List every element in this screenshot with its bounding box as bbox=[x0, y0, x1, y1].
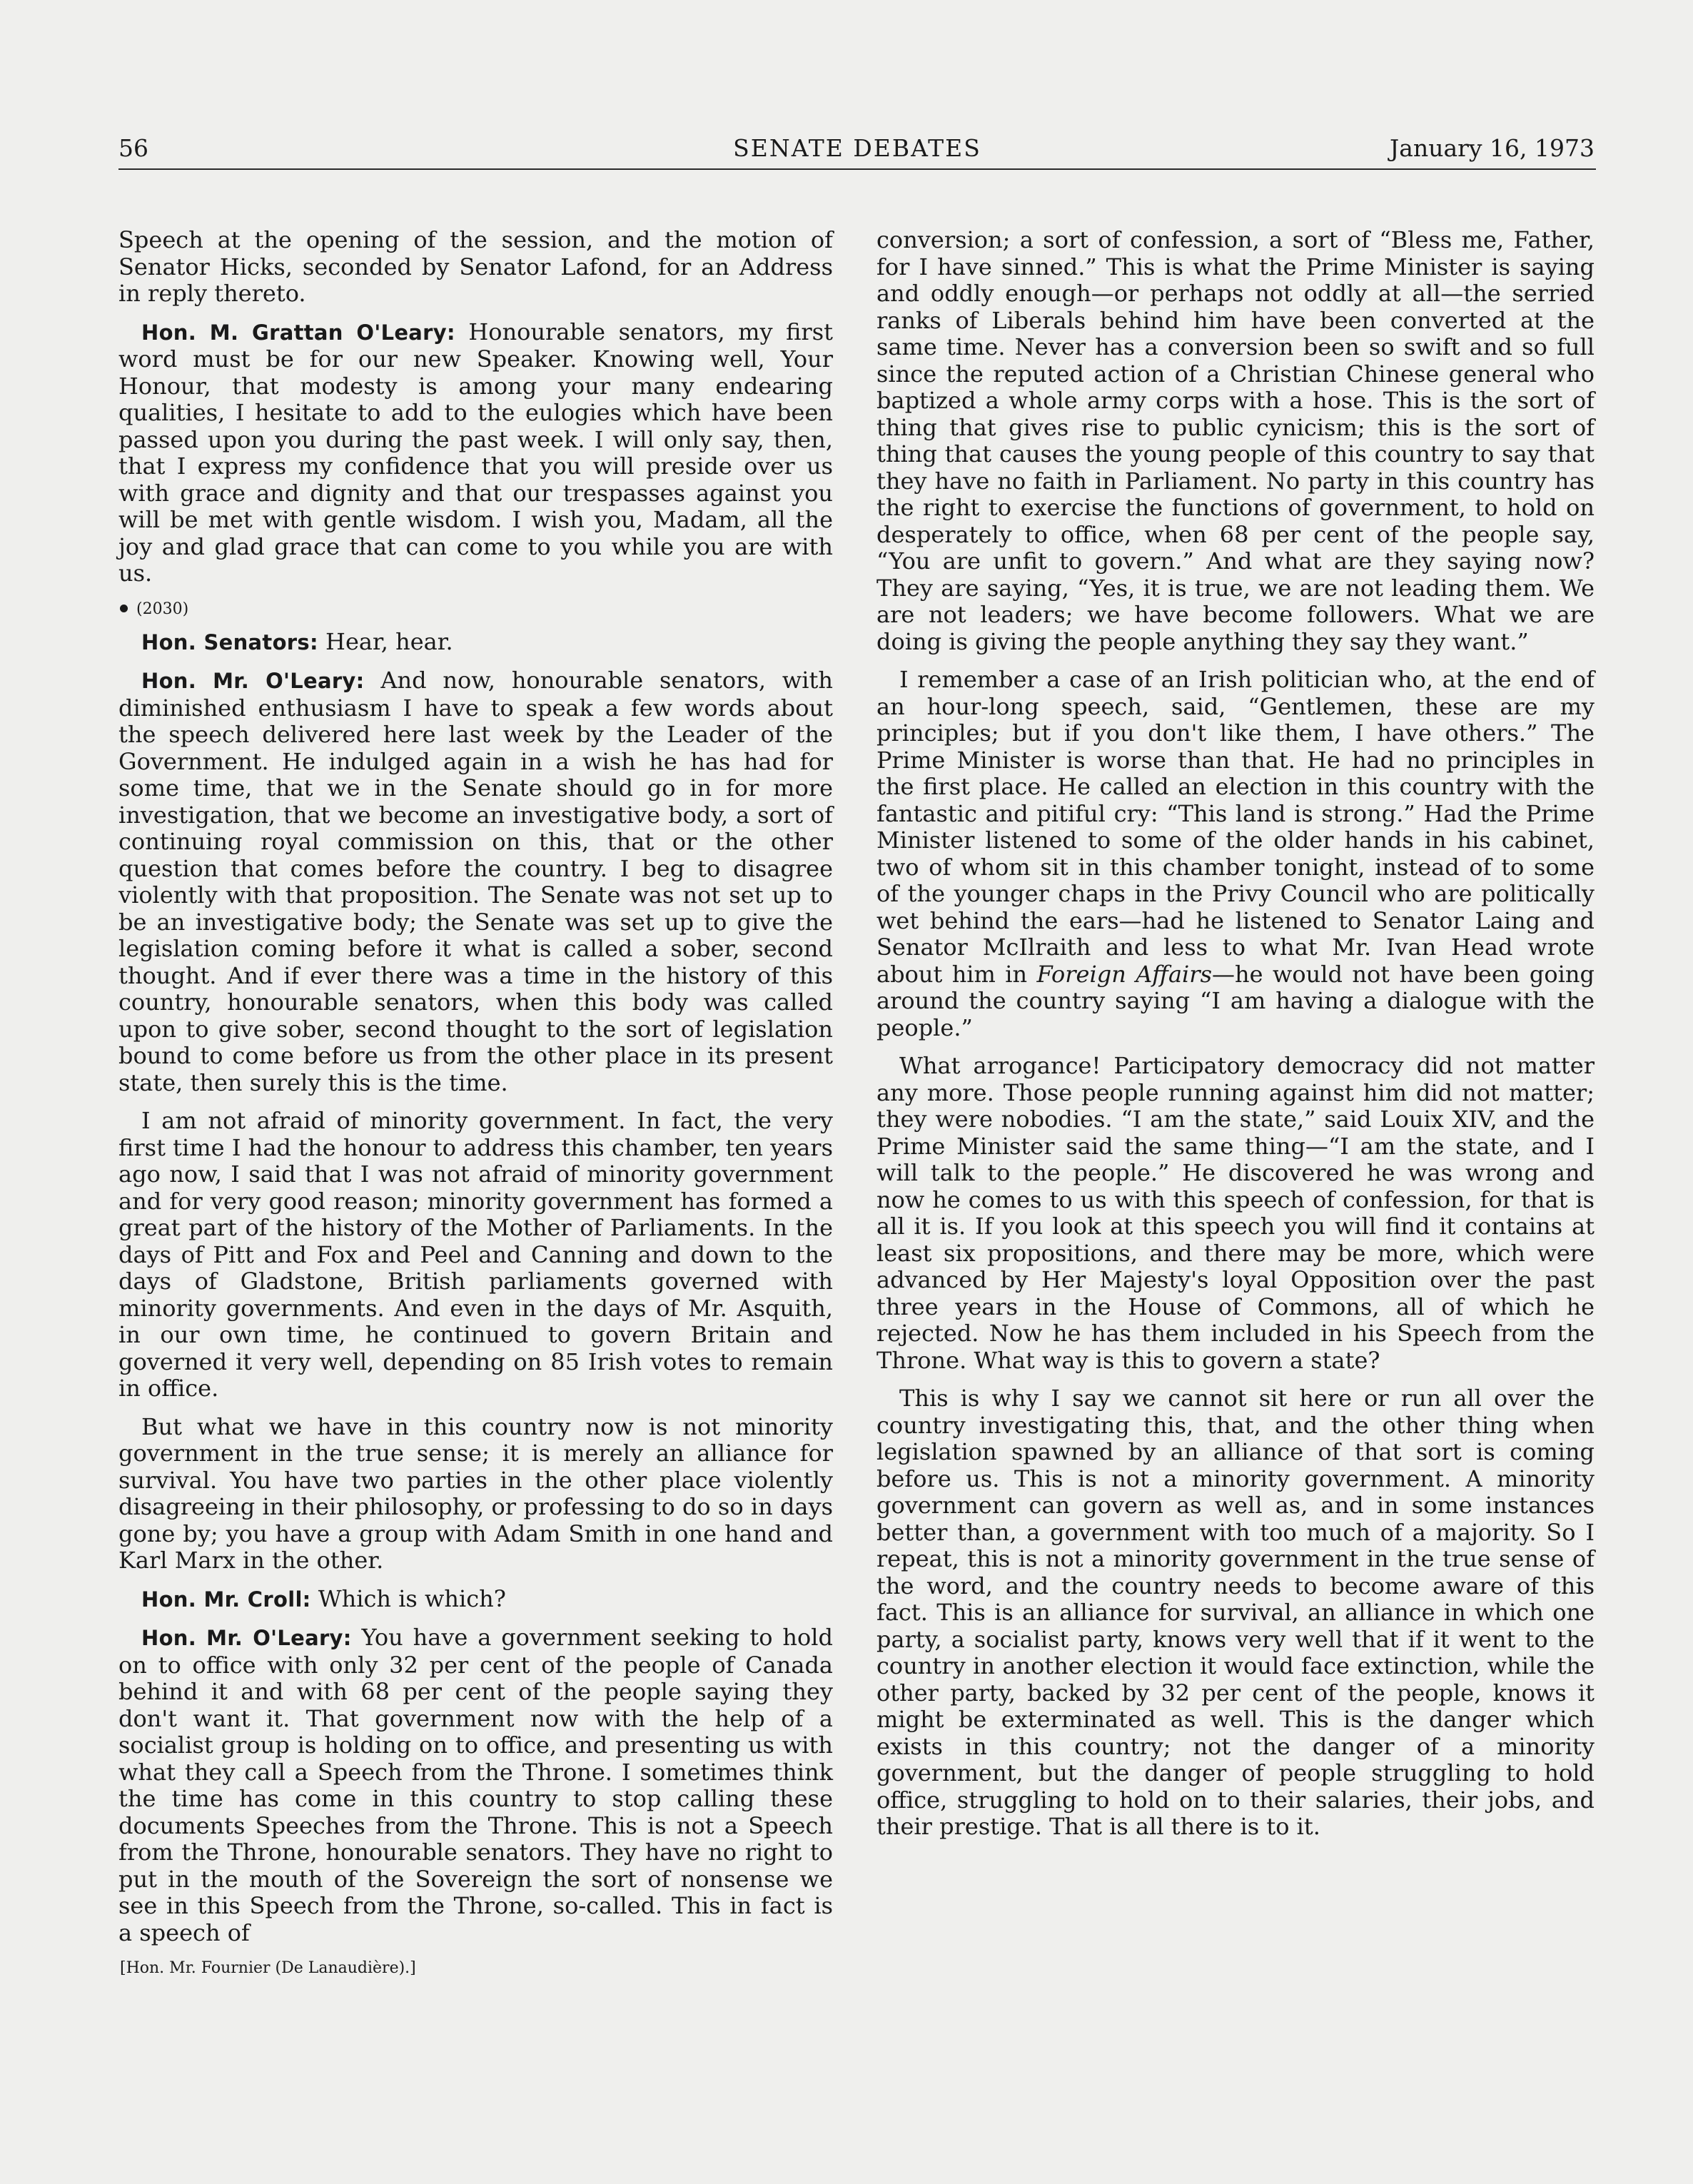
paragraph bbox=[118, 667, 833, 1096]
paragraph bbox=[876, 667, 1595, 1041]
time-marker bbox=[118, 599, 833, 620]
paragraph bbox=[118, 1586, 833, 1614]
right-column bbox=[876, 227, 1595, 1852]
paragraph: This is why I say we cannot sit here or run all over the country investigating this, that, and the other thing when legislation spawned by an alliance of that sort is coming before us. This is not a minority government. A minority government can govern as well as, and in some instances better than, a government with too much of a majority. So I repeat, this is not a minority government in the true sense of the word, and the country needs to become aware of this fact. This is an alliance for survival, an alliance in which one party, a socialist party, knows very well that if it went to the country in another election it would face extinction, while the other party, backed by 32 per cent of the people, knows it might be exterminated as well. This is the danger which exists in this country; not the danger of a minority government, but the danger of people struggling to hold office, struggling to hold on to their salaries, their jobs, and their prestige. That is all there is to it. bbox=[876, 1385, 1595, 1840]
paragraph: But what we have in this country now is not minority government in the true sense; it is merely an alliance for survival. You have two parties in the other place violently disagreeing in their philosophy, or professing to do so in days gone by; you have a group with Adam Smith in one hand and Karl Marx in the other. bbox=[118, 1412, 833, 1574]
paragraph: I am not afraid of minority government. In fact, the very first time I had the honour to address this chamber, ten years ago now, I said that I was not afraid of minority government and for very good reason; minority government has formed a great part of the history of the Mother of Parliaments. In the days of Pitt and Fox and Peel and Canning and down to the days of Gladstone, British parliaments governed with minority governments. And even in the days of Mr. Asquith, in our own time, he continued to govern Britain and governed it very well, depending on 85 Irish votes to remain in office. bbox=[118, 1107, 833, 1402]
speech-text: Honourable senators, my first word must be for our new Speaker. Knowing well, Your Honour, that modesty is among your many endearing qualities, I hesitate to add to the eulogies which have been passed upon you during the past week. I will only say, then, that I express my confidence that you will preside over us with grace and dignity and that our trespasses against you will be met with gentle wisdom. I wish you, Madam, all the joy and glad grace that can come to you while you are with us. bbox=[118, 318, 834, 587]
footnote: [Hon. Mr. Fournier (De Lanaudière).] bbox=[120, 1959, 416, 1977]
page-header bbox=[118, 133, 1596, 170]
paragraph bbox=[118, 629, 833, 657]
speaker-name: Hon. Mr. O'Leary: bbox=[141, 669, 365, 693]
speech-text: Which is which? bbox=[310, 1584, 506, 1612]
speech-text: You have a government seeking to hold on to office with only 32 per cent of the people of Canada behind it and with 68 per cent of the people saying they don't want it. That government now with the help of a socialist group is holding on to office, and presenting us with what they call a Speech from the Throne. I sometimes think the time has come in this country to stop calling these documents Speeches from the Throne. This is not a Speech from the Throne, honourable senators. They have no right to put in the mouth of the Sovereign the sort of nonsense we see in this Speech from the Throne, so-called. This in fact is a speech of bbox=[118, 1624, 834, 1946]
left-column bbox=[118, 227, 833, 1979]
header-date: January 16, 1973 bbox=[1390, 134, 1595, 162]
speech-text: —he would not have been going around the country saying “I am having a dialogue with the people.” bbox=[876, 960, 1595, 1041]
paragraph bbox=[118, 319, 833, 587]
speech-text: Hear, hear. bbox=[318, 627, 453, 655]
speaker-name: Hon. Senators: bbox=[141, 630, 318, 654]
paragraph: What arrogance! Participatory democracy did not matter any more. Those people running against him did not matter; they were nobodies. “I am the state,” said Louix XIV, and the Prime Minister said the same thing—“I am the state, and I will talk to the people.” He discovered he was wrong and now he comes to us with this speech of confession, for that is all it is. If you look at this speech you will find it contains at least six propositions, and there may be more, which were advanced by Her Majesty's loyal Opposition over the past three years in the House of Commons, all of which he rejected. Now he has them included in his Speech from the Throne. What way is this to govern a state? bbox=[876, 1052, 1595, 1374]
paragraph bbox=[118, 1624, 833, 1946]
bullet-icon bbox=[120, 605, 128, 612]
page-number: 56 bbox=[118, 134, 148, 162]
paragraph: Speech at the opening of the session, and the motion of Senator Hicks, seconded by Senator Lafond, for an Address in reply thereto. bbox=[118, 226, 833, 307]
speaker-name: Hon. Mr. O'Leary: bbox=[141, 1626, 352, 1650]
paragraph: conversion; a sort of confession, a sort of “Bless me, Father, for I have sinned.” This is what the Prime Minister is saying and oddly enough—or perhaps not oddly at all—the serried ranks of Liberals behind him have been converted at the same time. Never has a conversion been so swift and so full since the reputed action of a Christian Chinese general who baptized a whole army corps with a hose. This is the sort of thing that gives rise to public cynicism; this is the sort of thing that causes the young people of this country to say that they have no faith in Parliament. No party in this country has the right to exercise the functions of government, to hold on desperately to office, when 68 per cent of the people say, “You are unfit to govern.” And what are they saying now? They are saying, “Yes, it is true, we are not leading them. We are not leaders; we have become followers. What we are doing is giving the people anything they say they want.” bbox=[876, 226, 1595, 655]
speech-text: And now, honourable senators, with diminished enthusiasm I have to speak a few words about the speech delivered here last week by the Leader of the Government. He indulged again in a wish he has had for some time, that we in the Senate should go in for more investigation, that we become an investigative body, a sort of continuing royal commission on this, that or the other question that comes before the country. I beg to disagree violently with that proposition. The Senate was not set up to be an investigative body; the Senate was set up to give the legislation coming before it what is called a sober, second thought. And if ever there was a time in the history of this country, honourable senators, when this body was called upon to give sober, second thought to the sort of legislation bound to come before us from the other place in its present state, then surely this is the time. bbox=[118, 667, 833, 1096]
publication-title: Foreign Affairs bbox=[1036, 960, 1213, 988]
time-marker-text: (2030) bbox=[136, 600, 189, 618]
speaker-name: Hon. Mr. Croll: bbox=[141, 1587, 311, 1612]
speaker-name: Hon. M. Grattan O'Leary: bbox=[141, 320, 455, 345]
speech-text: I remember a case of an Irish politician who, at the end of an hour-long speech, said, “Gentlemen, these are my principles; but if you don't like them, I have others.” The Prime Minister is worse than that. He had no principles in the first place. He called an election in this country with the fantastic and pitiful cry: “This land is strong.” Had the Prime Minister listened to some of the older hands in his cabinet, two of whom sit in this chamber tonight, instead of to some of the younger chaps in the Privy Council who are politically wet behind the ears—had he listened to Senator Laing and Senator McIlraith and less to what Mr. Ivan Head wrote about him in bbox=[876, 666, 1595, 988]
running-title: SENATE DEBATES bbox=[733, 134, 981, 162]
